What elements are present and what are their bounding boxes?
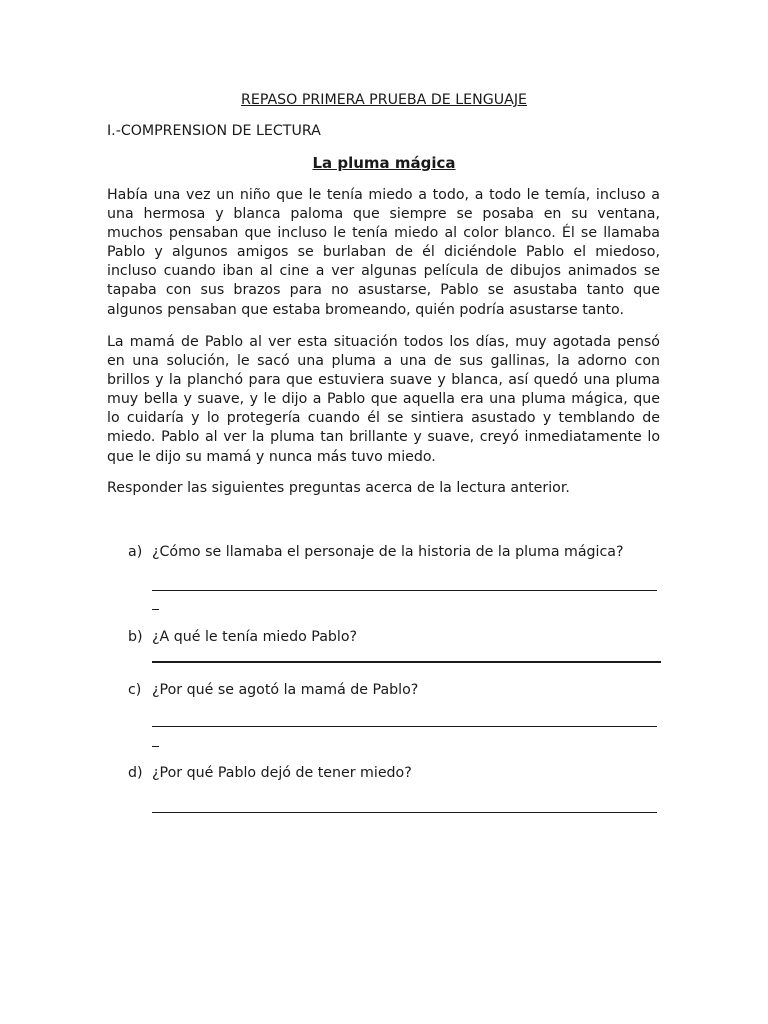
question-b [128, 627, 668, 647]
answer-line-c-tail [152, 746, 159, 747]
answer-line-b[interactable] [152, 661, 661, 663]
instructions-text: Responder las siguientes preguntas acerca de la lectura anterior. [107, 480, 570, 496]
answer-line-a-tail [152, 609, 159, 610]
story-title: La pluma mágica [312, 154, 456, 172]
answer-line-d[interactable] [152, 812, 657, 813]
question-d [128, 763, 668, 783]
question-c [128, 680, 668, 700]
question-text: ¿Cómo se llamaba el personaje de la historia de la pluma mágica? [152, 544, 624, 560]
document-title: REPASO PRIMERA PRUEBA DE LENGUAJE [241, 92, 527, 108]
question-text: ¿Por qué se agotó la mamá de Pablo? [152, 682, 419, 698]
question-letter: c) [128, 682, 142, 698]
answer-line-c[interactable] [152, 726, 657, 727]
section-heading: I.-COMPRENSION DE LECTURA [107, 123, 321, 139]
story-paragraph-1: Había una vez un niño que le tenía miedo a todo, a todo le temía, incluso a una hermosa y blanca paloma que siempre se posaba en su ventana, muchos pensaban que incluso le tenía miedo al color blanco. Él se llamaba Pablo y algunos amigos se burlaban de él diciéndole Pablo el miedoso, incluso cuando iban al cine a ver algunas película de dibujos animados se tapaba con sus brazos para no asustarse, Pablo se asustaba tanto que algunos pensaban que estaba bromeando, quién podría asustarse tanto. [107, 187, 660, 318]
story-paragraph-2: La mamá de Pablo al ver esta situación todos los días, muy agotada pensó en una solución, le sacó una pluma a una de sus gallinas, la adorno con brillos y la planchó para que estuviera suave y blanca, así quedó una pluma muy bella y suave, y le dijo a Pablo que aquella era una pluma mágica, que lo cuidaría y lo protegería cuando él se sintiera asustado y temblando de miedo. Pablo al ver la pluma tan brillante y suave, creyó inmediatamente lo que le dijo su mamá y nunca más tuvo miedo. [107, 334, 660, 465]
question-letter: b) [128, 629, 143, 645]
question-text: ¿A qué le tenía miedo Pablo? [152, 629, 358, 645]
answer-line-a[interactable] [152, 590, 657, 591]
question-letter: d) [128, 765, 143, 781]
question-letter: a) [128, 544, 143, 560]
question-a [128, 542, 668, 562]
question-text: ¿Por qué Pablo dejó de tener miedo? [152, 765, 412, 781]
